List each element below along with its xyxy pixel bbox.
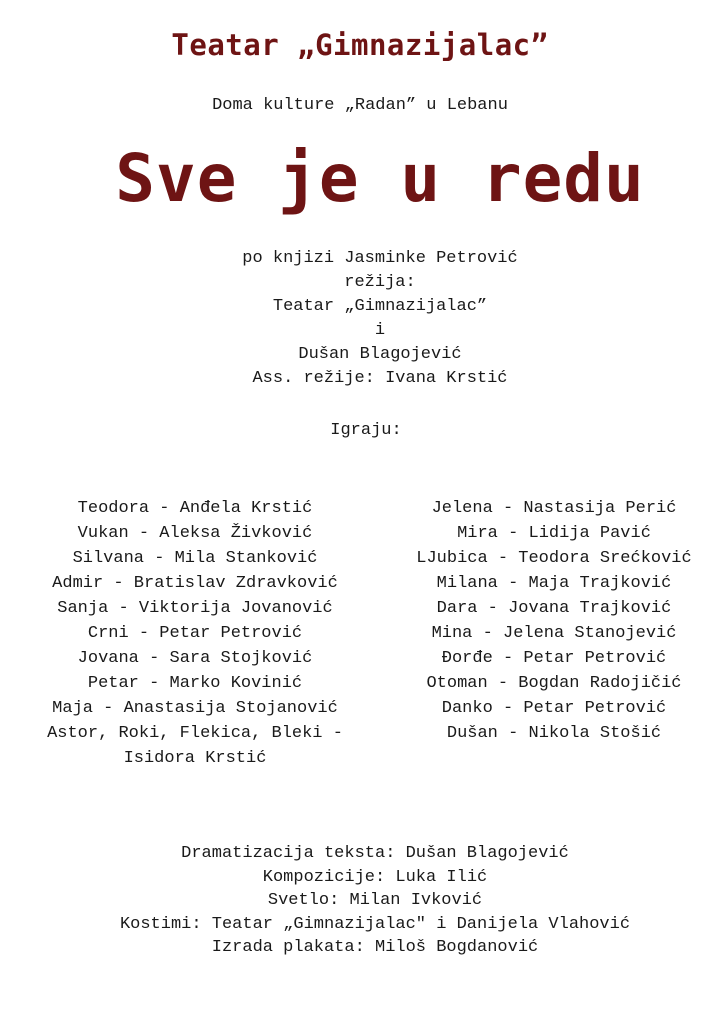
cast-entry: Astor, Roki, Flekica, Bleki - — [47, 724, 343, 743]
credit-line: Kostimi: Teatar „Gimnazijalac" i Danijela Vlahović — [119, 914, 631, 934]
cast-list-left — [10, 496, 380, 771]
cast-heading: Igraju: — [330, 421, 402, 440]
cast-entry: Petar - Marko Kovinić — [87, 674, 303, 693]
cast-entry: LJubica - Teodora Srećković — [416, 549, 692, 568]
production-credits — [0, 842, 720, 960]
credit-line: Izrada plakata: Miloš Bogdanović — [211, 938, 539, 957]
credit-line: i — [374, 321, 386, 340]
cast-entry: Otoman - Bogdan Radojičić — [426, 674, 682, 693]
cast-entry: Silvana - Mila Stanković — [72, 549, 318, 568]
cast-entry: Dušan - Nikola Stošić — [446, 724, 662, 743]
credit-line: Teatar „Gimnazijalac” — [272, 297, 488, 316]
cast-entry: Mira - Lidija Pavić — [457, 524, 651, 543]
direction-credits — [0, 247, 720, 391]
credit-line: po knjizi Jasminke Petrović — [242, 249, 518, 268]
cast-entry: Vukan - Aleksa Živković — [77, 524, 313, 543]
theater-title: Teatar „Gimnazijalac” — [171, 28, 549, 62]
cast-entry: Danko - Petar Petrović — [441, 699, 667, 718]
cast-entry: Teodora - Anđela Krstić — [77, 499, 313, 518]
cast-entry: Maja - Anastasija Stojanović — [52, 699, 338, 718]
cast-list-right — [398, 496, 710, 746]
cast-entry: Admir - Bratislav Zdravković — [52, 574, 338, 593]
cast-entry: Jovana - Sara Stojković — [77, 649, 313, 668]
credit-line: Svetlo: Milan Ivković — [267, 891, 483, 910]
venue-subtitle: Doma kulture „Radan” u Lebanu — [212, 96, 508, 115]
credit-line: Kompozicije: Luka Ilić — [262, 867, 488, 887]
cast-entry: Jelena - Nastasija Perić — [431, 499, 677, 518]
credit-line: režija: — [344, 273, 416, 292]
cast-entry: Đorđe - Petar Petrović — [441, 649, 667, 668]
credit-line: Dušan Blagojević — [298, 345, 462, 364]
credit-line: Dramatizacija teksta: Dušan Blagojević — [181, 844, 569, 863]
cast-entry: Dara - Jovana Trajković — [436, 599, 672, 618]
play-title: Sve je u redu — [115, 140, 645, 217]
cast-entry: Sanja - Viktorija Jovanović — [57, 599, 333, 618]
cast-entry: Mina - Jelena Stanojević — [431, 624, 677, 643]
cast-entry: Crni - Petar Petrović — [87, 624, 303, 643]
credit-line: Ass. režije: Ivana Krstić — [252, 369, 508, 388]
cast-entry: Isidora Krstić — [123, 749, 267, 768]
cast-entry: Milana - Maja Trajković — [436, 574, 672, 593]
